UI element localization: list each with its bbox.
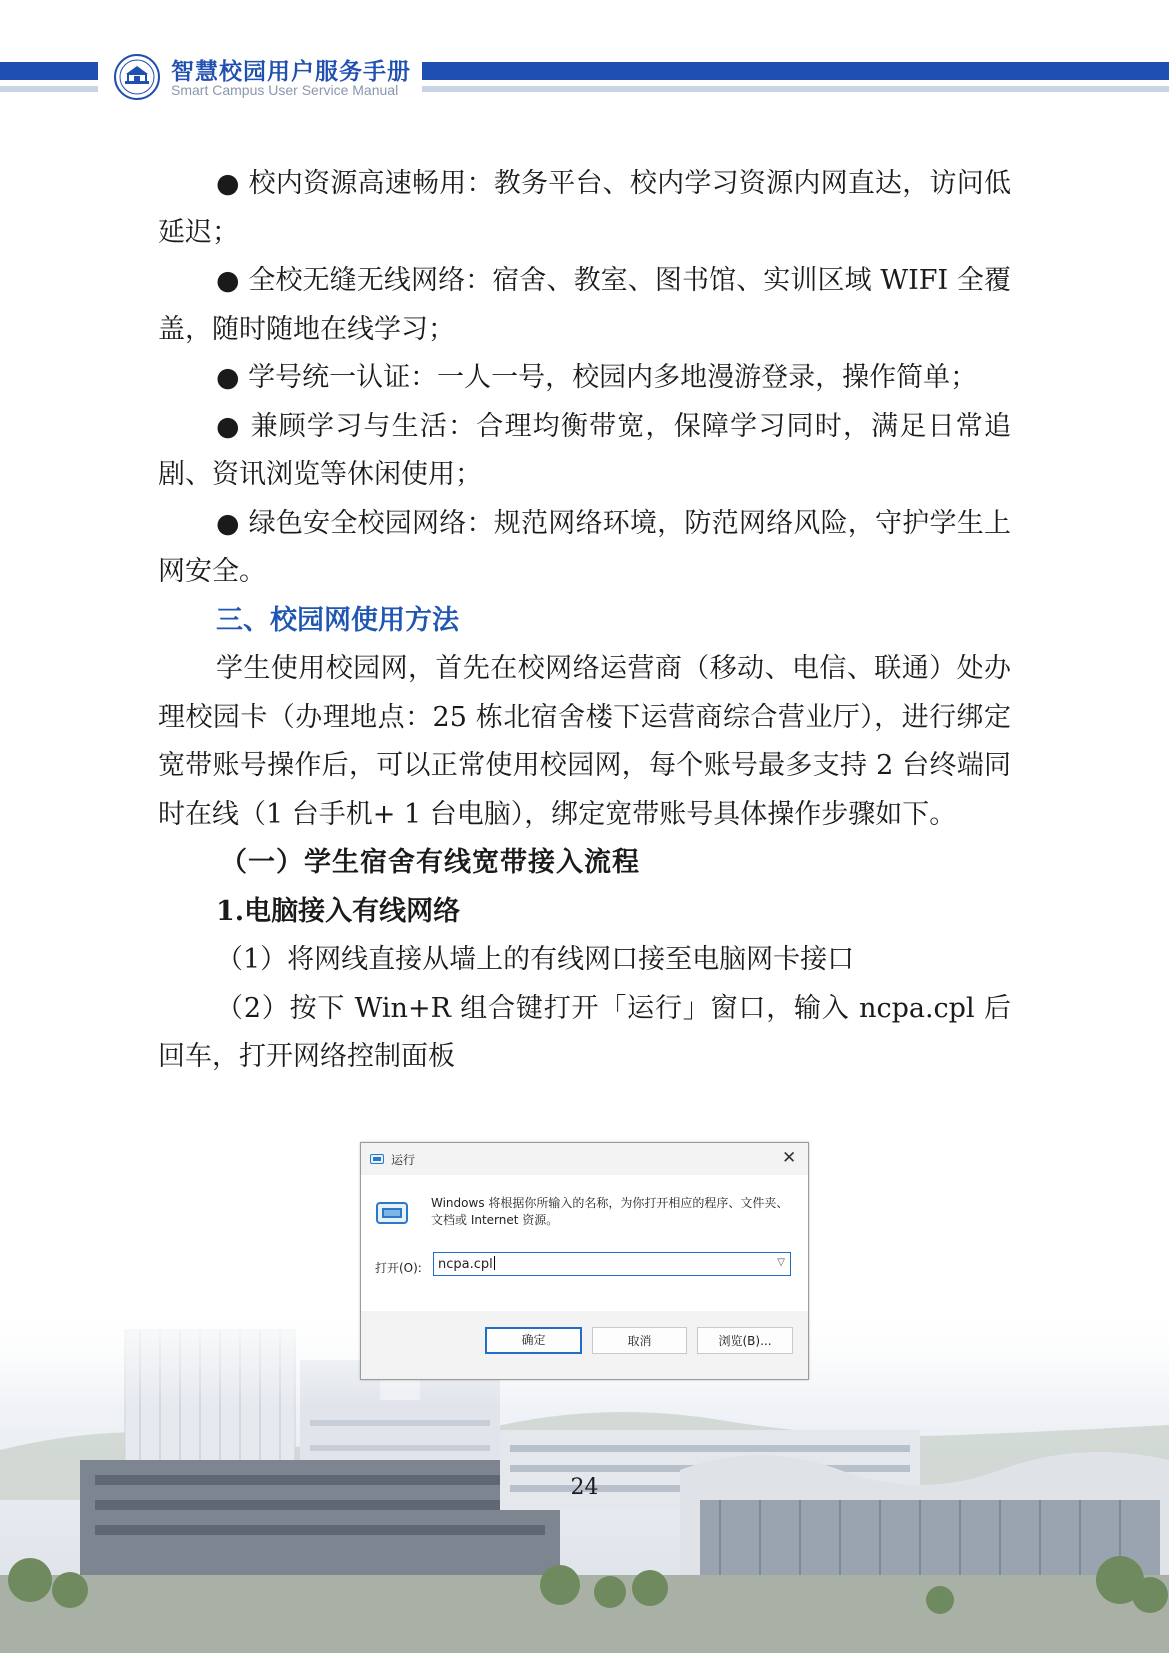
- dialog-body: [361, 1175, 808, 1311]
- bullet-paragraph-2: [158, 257, 1011, 354]
- section-heading: 三、校园网使用方法: [216, 604, 459, 636]
- bullet-dot: ●: [216, 265, 240, 296]
- bullet-paragraph-5: [158, 500, 1011, 597]
- dialog-message: Windows 将根据你所输入的名称，为你打开相应的程序、文件夹、文档或 Internet 资源。: [431, 1196, 789, 1227]
- header-bar-right: [422, 62, 1169, 80]
- manual-subtitle: Smart Campus User Service Manual: [171, 82, 399, 98]
- bullet-paragraph-3: [158, 354, 1011, 403]
- bullet-text: 学号统一认证：一人一号，校园内多地漫游登录，操作简单；: [239, 362, 978, 393]
- bullet-text: 绿色安全校园网络：规范网络环境，防范网络风险，守护学生上网安全。: [158, 507, 1011, 587]
- run-app-icon: [370, 1153, 384, 1165]
- header-bar-right-thin: [422, 86, 1169, 92]
- bullet-paragraph-4: [158, 403, 1011, 500]
- page-number: 24: [570, 1475, 599, 1500]
- manual-title: 智慧校园用户服务手册: [171, 58, 411, 85]
- bullet-dot: ●: [216, 507, 240, 539]
- step-2-text: （2）按下 Win+R 组合键打开「运行」窗口，输入 ncpa.cpl 后回车，打开网络控制面板: [158, 992, 1011, 1072]
- run-dialog: [360, 1142, 809, 1380]
- header-bar-left-thin: [0, 86, 98, 92]
- dialog-title: 运行: [391, 1153, 416, 1167]
- subsection-heading: （一）学生宿舍有线宽带接入流程: [220, 847, 640, 878]
- browse-button[interactable]: 浏览(B)...: [697, 1327, 793, 1354]
- bullet-dot: ●: [216, 410, 241, 442]
- bullet-paragraph-1: [158, 160, 1011, 257]
- open-label: 打开(O):: [375, 1261, 422, 1275]
- header-bar-left: [0, 62, 98, 80]
- intro-paragraph: 学生使用校园网，首先在校网络运营商（移动、电信、联通）处办理校园卡（办理地点：25 栋北宿舍楼下运营商综合营业厅），进行绑定宽带账号操作后，可以正常使用校园网，每个账号最多支持 2 台终端同时在线（1 台手机+ 1 台电脑），绑定宽带账号具体操作步骤如下。: [158, 653, 1011, 830]
- step-heading: 1.电脑接入有线网络: [216, 895, 461, 927]
- step-1-text: （1）将网线直接从墙上的有线网口接至电脑网卡接口: [216, 944, 855, 975]
- dialog-titlebar[interactable]: [361, 1143, 808, 1175]
- bullet-text: 全校无缝无线网络：宿舍、教室、图书馆、实训区域 WIFI 全覆盖，随时随地在线学习；: [158, 265, 1011, 345]
- bullet-dot: ●: [216, 168, 240, 199]
- page-content: [158, 160, 1011, 1082]
- bullet-text: 兼顾学习与生活：合理均衡带宽，保障学习同时，满足日常追剧、资讯浏览等休闲使用；: [158, 410, 1011, 490]
- school-logo: [114, 54, 160, 100]
- run-command-input[interactable]: [433, 1252, 791, 1276]
- bullet-text: 校内资源高速畅用：教务平台、校内学习资源内网直达，访问低延迟；: [158, 168, 1011, 248]
- run-program-icon: [376, 1201, 408, 1227]
- chevron-down-icon[interactable]: ▽: [777, 1257, 785, 1268]
- bullet-dot: ●: [216, 362, 240, 393]
- run-command-value[interactable]: ncpa.cpl: [438, 1257, 493, 1272]
- close-icon[interactable]: ✕: [782, 1148, 797, 1168]
- cancel-button[interactable]: 取消: [592, 1327, 687, 1354]
- ok-button[interactable]: 确定: [485, 1327, 582, 1354]
